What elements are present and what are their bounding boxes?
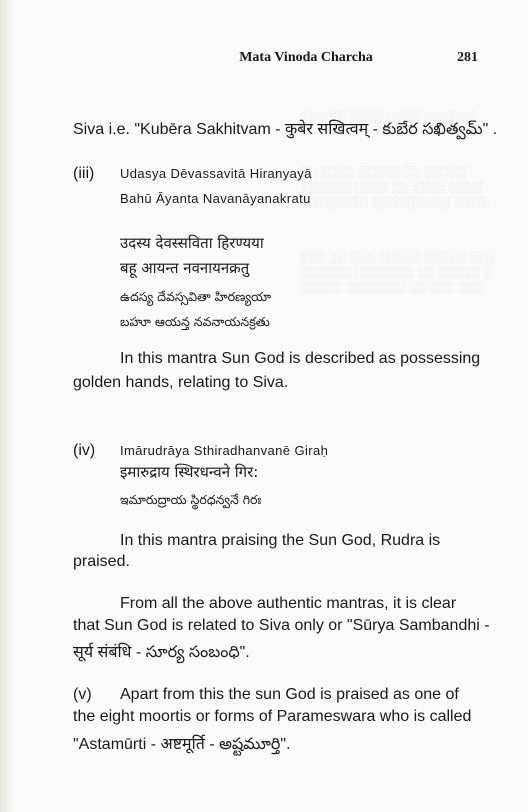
paragraph-1-line1: In this mantra Sun God is described as possessing bbox=[120, 350, 481, 367]
item-label-v: (v) bbox=[73, 686, 92, 703]
bleed-through-text: ░░░ ░░ ░░░░ ░░░░ ░░░░░░ ░░ ░░░░ ░░░░░ ░░ ░░░░░ ░░░░░░ ░░░░ ░░ ░░░░ ░░░░ ░░░░░░░░ ░░░░░░ ░░░ ░░░░ ░░░ ░░ ░░░ ░░░░░ ░░░░░ ░░░ ░░░░░░ ░░░░░░░ ░░ ░░░░░ ░ ░░░░░ ░░░░░░░ ░░ ░░░ ░░░ bbox=[300, 110, 496, 294]
paragraph-4-line2: the eight moortis or forms of Parameswara who is called bbox=[73, 708, 472, 725]
paragraph-4-line3: "Astamūrti - अष्टमूर्ति - అష్టమూర్తి". bbox=[73, 736, 291, 753]
verse-iii-devanagari-1: उदस्य देवस्सविता हिरण्यया bbox=[120, 234, 264, 252]
page-spine-shadow bbox=[0, 0, 16, 812]
item-label-iii: (iii) bbox=[73, 165, 95, 182]
verse-iv-line: Imārudrāya Sthiradhanvanē Giraḥ bbox=[120, 443, 329, 458]
verse-iii-telugu-1: ఉదస్య దేవస్సవితా హిరణ్యయా bbox=[120, 289, 272, 304]
verse-iii-devanagari-2: बहू आयन्त नवनायनक्रतु bbox=[120, 259, 250, 277]
running-header-title: Mata Vinoda Charcha bbox=[239, 50, 373, 65]
paragraph-3-line2: that Sun God is related to Siva only or "Sūrya Sambandhi - bbox=[73, 617, 490, 634]
paragraph-3-line3: सूर्य संबंधि - సూర్య సంబంధి". bbox=[73, 644, 250, 661]
paragraph-2-line2: praised. bbox=[73, 553, 130, 570]
verse-iii-line2: Bahū Āyanta Navanāyanakratu bbox=[120, 191, 311, 206]
page-number: 281 bbox=[457, 50, 478, 65]
paragraph-2-line1: In this mantra praising the Sun God, Rudra is bbox=[120, 532, 441, 549]
paragraph-4-line1: Apart from this the sun God is praised as one of bbox=[120, 686, 459, 703]
verse-iv-telugu: ఇమారుద్రాయ స్థిరధన్వనే గిరః bbox=[120, 492, 262, 507]
paragraph-1-line2: golden hands, relating to Siva. bbox=[73, 374, 289, 391]
text-line-siva-kubera: Siva i.e. "Kubēra Sakhitvam - कुबेर सखित्वम् - కుబేర సఖిత్వమ్" . bbox=[73, 121, 498, 138]
paragraph-3-line1: From all the above authentic mantras, it is clear bbox=[120, 595, 457, 612]
verse-iv-devanagari: इमारुद्राय स्थिरधन्वने गिर: bbox=[120, 463, 259, 481]
verse-iii-telugu-2: బహూ ఆయన్త నవనాయనక్రతు bbox=[120, 314, 270, 329]
item-label-iv: (iv) bbox=[73, 442, 96, 459]
verse-iii-line1: Udasya Dēvassavitā Hiranyayā bbox=[120, 166, 312, 181]
